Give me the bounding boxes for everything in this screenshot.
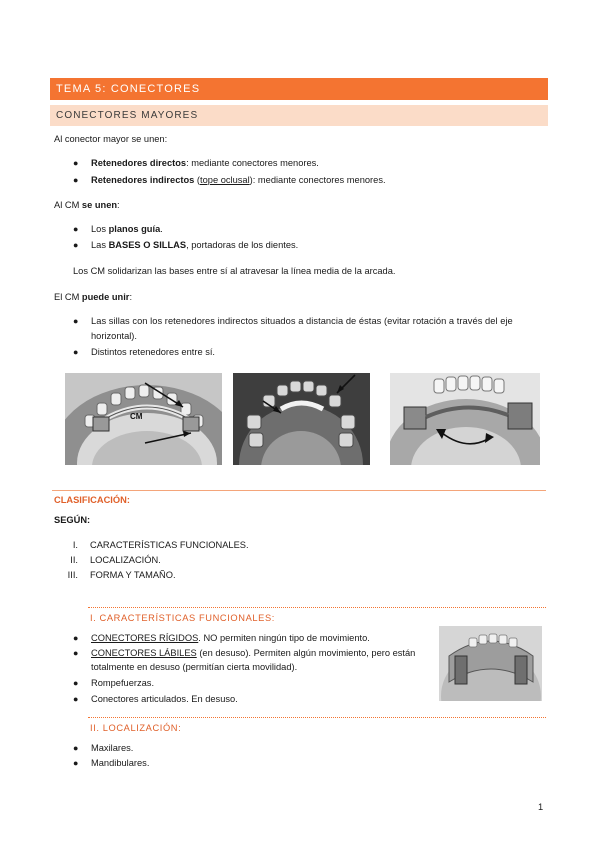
intro-paragraph-1: Al conector mayor se unen:: [54, 134, 168, 144]
list-item: [91, 239, 298, 252]
clasificacion-title: CLASIFICACIÓN:: [54, 495, 130, 505]
subsection-divider: [88, 717, 546, 718]
note-paragraph: Los CM solidarizan las bases entre sí al atravesar la línea media de la arcada.: [73, 266, 396, 276]
bullet-dot: ●: [73, 678, 79, 688]
bullet-dot: ●: [73, 175, 79, 185]
classification-item: FORMA Y TAMAÑO.: [90, 570, 176, 580]
funcionales-title: I. CARACTERÍSTICAS FUNCIONALES:: [90, 613, 275, 623]
list-item: [91, 632, 370, 645]
bullet-dot: ●: [73, 633, 79, 643]
list-item: Conectores articulados. En desuso.: [91, 694, 238, 704]
text-span: , portadoras de los dientes.: [186, 240, 299, 250]
list-item: Mandibulares.: [91, 758, 150, 768]
roman-numeral: II.: [70, 555, 78, 565]
text-bold: puede unir: [81, 292, 130, 302]
bullet-dot: ●: [73, 758, 79, 768]
bullet-dot: ●: [73, 694, 79, 704]
text-bold: se unen: [81, 200, 118, 210]
text-bold: planos guía: [108, 224, 161, 234]
bullet-dot: ●: [73, 743, 79, 753]
text-span: :: [129, 292, 133, 302]
item-underlined: CONECTORES RÍGIDOS: [91, 633, 199, 643]
bullet-dot: ●: [73, 224, 79, 234]
photo-partial-denture-2: [233, 373, 370, 465]
bullet-dot: ●: [73, 347, 79, 357]
localizacion-title: II. LOCALIZACIÓN:: [90, 723, 182, 733]
text-span: Las: [91, 240, 109, 250]
intro-paragraph-3: [54, 291, 132, 304]
chapter-title-banner: [50, 78, 548, 100]
list-item-line: horizontal).: [91, 331, 137, 341]
text-span: Los: [91, 224, 109, 234]
text-span: :: [117, 200, 120, 210]
item-underlined: CONECTORES LÁBILES: [91, 648, 197, 658]
section-title: CONECTORES MAYORES: [56, 110, 199, 121]
figure-label-cm: CM: [130, 412, 143, 421]
roman-numeral: I.: [72, 540, 78, 550]
classification-item: LOCALIZACIÓN.: [90, 555, 161, 565]
roman-numeral: III.: [67, 570, 78, 580]
list-item-line: Distintos retenedores entre sí.: [91, 347, 216, 357]
segun-label: SEGÚN:: [54, 515, 91, 525]
item-link-text: tope oclusal: [200, 175, 250, 185]
text-bold: BASES O SILLAS: [108, 240, 187, 250]
photo-partial-denture-1: [65, 373, 222, 465]
item-bold: Retenedores directos: [91, 158, 187, 168]
photo-rigid-connector: [439, 626, 542, 701]
text-span: .: [160, 224, 163, 234]
classification-item: CARACTERÍSTICAS FUNCIONALES.: [90, 540, 249, 550]
bullet-dot: ●: [73, 648, 79, 658]
photo-partial-denture-3: [390, 373, 540, 465]
text-span: Al CM: [54, 200, 82, 210]
list-item-line: totalmente en desuso (permitían cierta movilidad).: [91, 662, 298, 672]
section-title-banner: [50, 105, 548, 126]
item-text: . NO permiten ningún tipo de movimiento.: [198, 633, 370, 643]
list-item: Rompefuerzas.: [91, 678, 155, 688]
chapter-title: TEMA 5: CONECTORES: [56, 83, 201, 95]
item-text: (: [194, 175, 201, 185]
page-number: 1: [538, 802, 544, 812]
text-span: El CM: [54, 292, 82, 302]
bullet-dot: ●: [73, 158, 79, 168]
item-text: : mediante conectores menores.: [186, 158, 319, 168]
item-text: ): mediante conectores menores.: [249, 175, 386, 185]
subsection-divider: [88, 607, 546, 608]
intro-paragraph-2: [54, 199, 120, 212]
item-text: (en desuso). Permiten algún movimiento, pero están: [196, 648, 416, 658]
bullet-dot: ●: [73, 316, 79, 326]
item-bold: Retenedores indirectos: [91, 175, 195, 185]
list-item: [91, 223, 163, 236]
section-divider: [52, 490, 546, 491]
list-item: [91, 174, 386, 187]
list-item-line: Las sillas con los retenedores indirectos situados a distancia de éstas (evitar rotación a través del eje: [91, 316, 513, 326]
list-item: [91, 157, 319, 170]
bullet-dot: ●: [73, 240, 79, 250]
list-item: Maxilares.: [91, 743, 134, 753]
list-item: [91, 647, 431, 660]
